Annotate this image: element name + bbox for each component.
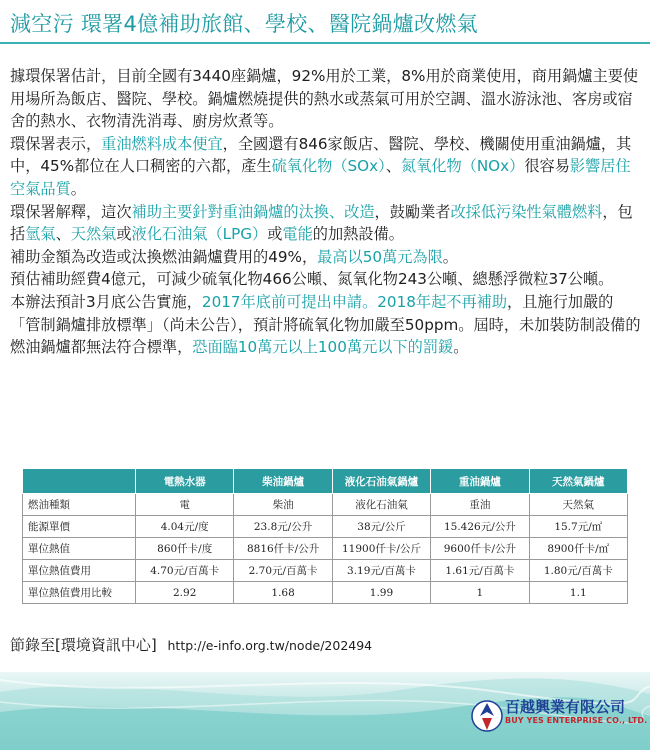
table-cell: 11900仟卡/公斤 xyxy=(332,538,430,560)
table-cell: 15.426元/公升 xyxy=(431,516,529,538)
page-title: 減空污 環署4億補助旅館、學校、醫院鍋爐改燃氣 xyxy=(10,12,478,36)
table-row-label: 單位熱值 xyxy=(23,538,136,560)
paragraph-text: 、 xyxy=(55,225,71,244)
highlighted-text: 硫氧化物（SOx） xyxy=(271,157,386,176)
paragraph-text: 預估補助經費4億元，可減少硫氧化物466公噸、氮氧化物243公噸、總懸浮微粒37公噸。 xyxy=(10,270,614,289)
table-row xyxy=(23,538,628,560)
table-row-label: 能源單價 xyxy=(23,516,136,538)
highlighted-text: 影響居住空氣品質 xyxy=(10,157,631,198)
paragraph-text: ，包括 xyxy=(10,202,633,244)
table-cell: 重油 xyxy=(431,494,529,516)
company-name: 百越興業有限公司 xyxy=(505,698,626,716)
article-paragraph xyxy=(10,246,642,269)
table-cell: 3.19元/百萬卡 xyxy=(332,560,430,582)
highlighted-text: 氫氣 xyxy=(25,225,56,244)
paragraph-text: 。 xyxy=(70,179,86,198)
highlighted-text: 液化石油氣（LPG） xyxy=(131,225,268,244)
table-cell: 1.99 xyxy=(332,582,430,604)
table-cell: 15.7元/㎡ xyxy=(529,516,627,538)
source-url[interactable]: http://e-info.org.tw/node/202494 xyxy=(167,638,373,653)
fuel-cost-table-wrapper xyxy=(22,468,628,604)
table-row xyxy=(23,494,628,516)
table-corner-cell xyxy=(23,469,136,494)
table-row xyxy=(23,560,628,582)
table-cell: 天然氣 xyxy=(529,494,627,516)
table-cell: 1.68 xyxy=(234,582,332,604)
highlighted-text: 重油燃料成本便宜 xyxy=(101,134,223,153)
table-cell: 860仟卡/度 xyxy=(136,538,234,560)
paragraph-text: 補助金額為改造或汰換燃油鍋爐費用的49%， xyxy=(10,247,318,266)
table-cell: 1.61元/百萬卡 xyxy=(431,560,529,582)
paragraph-text: 。 xyxy=(442,247,458,266)
table-cell: 2.70元/百萬卡 xyxy=(234,560,332,582)
table-column-header: 重油鍋爐 xyxy=(431,469,529,494)
highlighted-text: 恐面臨10萬元以上100萬元以下的罰鍰 xyxy=(192,338,454,357)
table-cell: 2.92 xyxy=(136,582,234,604)
highlighted-text: 補助主要針對重油鍋爐的汰換、改造 xyxy=(131,202,375,221)
table-cell: 柴油 xyxy=(234,494,332,516)
table-cell: 38元/公斤 xyxy=(332,516,430,538)
paragraph-text: 環保署表示， xyxy=(10,134,102,153)
article-paragraph xyxy=(10,291,642,359)
article-paragraph xyxy=(10,133,642,201)
table-cell: 1.80元/百萬卡 xyxy=(529,560,627,582)
company-english-name: BUY YES ENTERPRISE CO., LTD. xyxy=(505,716,648,725)
table-cell: 1 xyxy=(431,582,529,604)
highlighted-text: 最高以50萬元為限 xyxy=(317,247,443,266)
table-cell: 9600仟卡/公升 xyxy=(431,538,529,560)
paragraph-text: 或 xyxy=(116,225,132,244)
paragraph-text: 、 xyxy=(385,157,401,176)
table-row-label: 單位熱值費用 xyxy=(23,560,136,582)
article-paragraph xyxy=(10,201,642,246)
paragraph-text: 。 xyxy=(453,338,469,357)
table-column-header: 液化石油氣鍋爐 xyxy=(332,469,430,494)
title-divider xyxy=(0,42,650,44)
table-column-header: 天然氣鍋爐 xyxy=(529,469,627,494)
highlighted-text: 天然氣 xyxy=(70,225,117,244)
paragraph-text: 本辦法預計3月底公告實施， xyxy=(10,292,202,311)
paragraph-text: ，鼓勵業者 xyxy=(374,202,451,221)
paragraph-text: ，且施行加嚴的「管制鍋爐排放標準」（尚未公告），預計將硫氧化物加嚴至50ppm。屆時，未加裝防制設備的燃油鍋爐都無法符合標準， xyxy=(10,292,641,357)
fuel-cost-table xyxy=(22,468,628,604)
table-row xyxy=(23,516,628,538)
highlighted-text: 改採低污染性氣體燃料 xyxy=(450,202,603,221)
table-row-label: 單位熱值費用比較 xyxy=(23,582,136,604)
table-column-header: 電熱水器 xyxy=(136,469,234,494)
paragraph-text: 環保署解釋，這次 xyxy=(10,202,132,221)
table-cell: 1.1 xyxy=(529,582,627,604)
paragraph-text: ，全國還有846家飯店、醫院、學校、機關使用重油鍋爐，其中，45%都位在人口稠密的六都，產生 xyxy=(10,134,632,176)
paragraph-text: 很容易 xyxy=(524,157,570,176)
table-cell: 4.70元/百萬卡 xyxy=(136,560,234,582)
table-cell: 電 xyxy=(136,494,234,516)
table-cell: 8900仟卡/㎡ xyxy=(529,538,627,560)
paragraph-text: 據環保署估計，目前全國有3440座鍋爐，92%用於工業，8%用於商業使用，商用鍋爐主要使用場所為飯店、醫院、學校。鍋爐燃燒提供的熱水或蒸氣可用於空調、溫水游泳池、客房或宿舍的熱水、衣物清洗消毒、廚房炊煮等。 xyxy=(10,67,639,131)
highlighted-text: 電能 xyxy=(282,225,313,244)
article-paragraph xyxy=(10,268,642,291)
table-column-header: 柴油鍋爐 xyxy=(234,469,332,494)
article-body xyxy=(10,65,642,359)
source-citation xyxy=(10,634,372,655)
table-row-label: 燃油種類 xyxy=(23,494,136,516)
paragraph-text: 的加熱設備。 xyxy=(312,225,404,244)
source-label: 節錄至[環境資訊中心] xyxy=(10,636,157,654)
table-cell: 23.8元/公升 xyxy=(234,516,332,538)
article-paragraph xyxy=(10,65,642,133)
highlighted-text: 氮氧化物（NOx） xyxy=(400,157,525,176)
table-row xyxy=(23,582,628,604)
table-header-row xyxy=(23,469,628,494)
table-cell: 4.04元/度 xyxy=(136,516,234,538)
paragraph-text: 或 xyxy=(267,225,283,244)
table-cell: 8816仟卡/公升 xyxy=(234,538,332,560)
highlighted-text: 2017年底前可提出申請。2018年起不再補助 xyxy=(201,292,508,311)
table-cell: 液化石油氣 xyxy=(332,494,430,516)
